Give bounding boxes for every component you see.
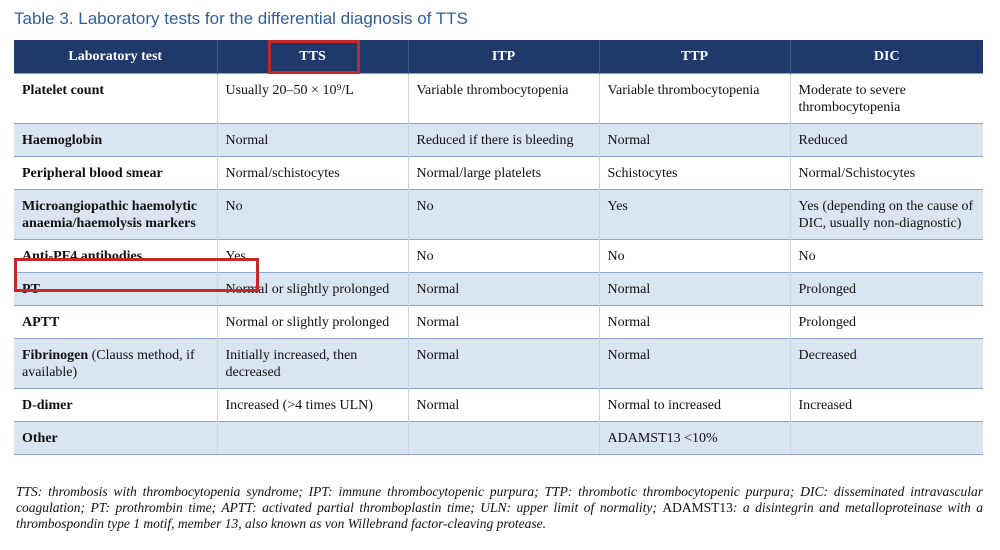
cell-ttp: Normal (599, 124, 790, 157)
header-laboratory-test: Laboratory test (14, 40, 217, 74)
cell-itp: Normal (408, 389, 599, 422)
table-row (14, 240, 983, 273)
cell-itp: No (408, 190, 599, 240)
footnote-adamst13-definition: : a disintegrin and metalloproteinase with a thrombospondin type 1 motif, member 13, also known as von Willebrand factor-cleaving protease. (16, 500, 983, 531)
lab-tests-table (14, 40, 983, 455)
table-row (14, 389, 983, 422)
cell-itp: No (408, 240, 599, 273)
cell-tts: No (217, 190, 408, 240)
cell-itp: Normal (408, 306, 599, 339)
cell-tts: Yes (217, 240, 408, 273)
cell-tts: Initially increased, then decreased (217, 339, 408, 389)
cell-dic: Increased (790, 389, 983, 422)
cell-ttp: Normal (599, 339, 790, 389)
cell-test (14, 339, 217, 389)
table-row (14, 422, 983, 455)
cell-test-name: Fibrinogen (22, 348, 89, 363)
cell-test: APTT (14, 306, 217, 339)
cell-test-note: (Clauss method, if available) (22, 348, 195, 380)
cell-tts: Normal (217, 124, 408, 157)
table-footnote (16, 484, 983, 532)
cell-tts: Normal/schistocytes (217, 157, 408, 190)
cell-ttp: Normal (599, 306, 790, 339)
cell-ttp: Yes (599, 190, 790, 240)
table-row (14, 339, 983, 389)
cell-test: PT (14, 273, 217, 306)
header-dic: DIC (790, 40, 983, 74)
cell-dic: Prolonged (790, 306, 983, 339)
cell-itp: Variable thrombocytopenia (408, 74, 599, 124)
table-row (14, 273, 983, 306)
cell-ttp: Variable thrombocytopenia (599, 74, 790, 124)
footnote-adamst13-term: ADAMST13 (662, 500, 733, 515)
table-caption: Table 3. Laboratory tests for the differential diagnosis of TTS (14, 9, 468, 28)
cell-test: Peripheral blood smear (14, 157, 217, 190)
table-row (14, 190, 983, 240)
cell-ttp: Normal (599, 273, 790, 306)
header-ttp: TTP (599, 40, 790, 74)
cell-dic: Prolonged (790, 273, 983, 306)
cell-dic: Decreased (790, 339, 983, 389)
cell-ttp: Normal to increased (599, 389, 790, 422)
cell-dic: Normal/Schistocytes (790, 157, 983, 190)
table-header-row (14, 40, 983, 74)
cell-itp: Reduced if there is bleeding (408, 124, 599, 157)
cell-tts: Normal or slightly prolonged (217, 306, 408, 339)
cell-itp: Normal (408, 273, 599, 306)
cell-dic (790, 422, 983, 455)
cell-test: Platelet count (14, 74, 217, 124)
footnote-abbreviations: TTS: thrombosis with thrombocytopenia syndrome; IPT: immune thrombocytopenic purpura; TTP: thrombotic thrombocytopenic purpura; DIC: disseminated intravascular coagulation; PT: prothrombin time; APTT: activated partial thromboplastin time; ULN: upper limit of normality; (16, 484, 983, 515)
table-row (14, 157, 983, 190)
cell-itp (408, 422, 599, 455)
cell-dic: No (790, 240, 983, 273)
cell-itp: Normal/large platelets (408, 157, 599, 190)
table-row (14, 124, 983, 157)
cell-tts (217, 422, 408, 455)
cell-dic: Moderate to severe thrombocytopenia (790, 74, 983, 124)
cell-dic: Yes (depending on the cause of DIC, usually non-diagnostic) (790, 190, 983, 240)
cell-test: D-dimer (14, 389, 217, 422)
cell-tts: Increased (>4 times ULN) (217, 389, 408, 422)
cell-test: Other (14, 422, 217, 455)
cell-test: Haemoglobin (14, 124, 217, 157)
table-row (14, 306, 983, 339)
table-row (14, 74, 983, 124)
cell-itp: Normal (408, 339, 599, 389)
cell-test: Anti-PF4 antibodies (14, 240, 217, 273)
cell-tts: Usually 20–50 × 10⁹/L (217, 74, 408, 124)
cell-ttp: ADAMST13 <10% (599, 422, 790, 455)
cell-test: Microangiopathic haemolytic anaemia/haemolysis markers (14, 190, 217, 240)
cell-dic: Reduced (790, 124, 983, 157)
header-itp: ITP (408, 40, 599, 74)
cell-ttp: No (599, 240, 790, 273)
cell-ttp: Schistocytes (599, 157, 790, 190)
cell-tts: Normal or slightly prolonged (217, 273, 408, 306)
header-tts: TTS (217, 40, 408, 74)
